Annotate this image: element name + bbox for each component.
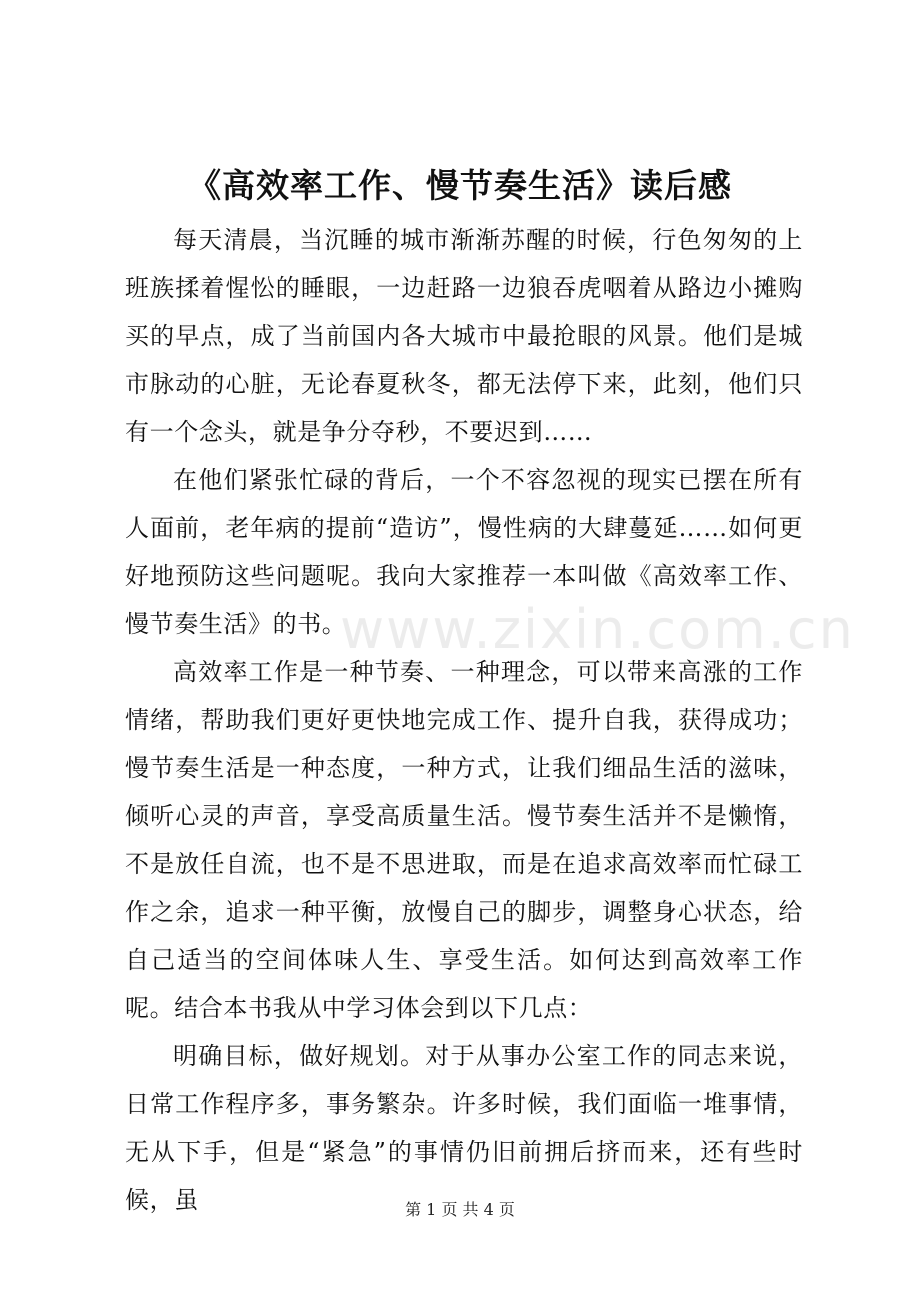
- document-body: [125, 216, 803, 1224]
- paragraph-3: 高效率工作是一种节奏、一种理念，可以带来高涨的工作情绪，帮助我们更好更快地完成工作、提升自我，获得成功；慢节奏生活是一种态度，一种方式，让我们细品生活的滋味，倾听心灵的声音，享受高质量生活。慢节奏生活并不是懒惰，不是放任自流，也不是不思进取，而是在追求高效率而忙碌工作之余，追求一种平衡，放慢自己的脚步，调整身心状态，给自己适当的空间体味人生、享受生活。如何达到高效率工作呢。结合本书我从中学习体会到以下几点：: [125, 658, 803, 1022]
- watermark: www.zixin.com.cn: [340, 598, 855, 661]
- paragraph-1: 每天清晨，当沉睡的城市渐渐苏醒的时候，行色匆匆的上班族揉着惺忪的睡眼，一边赶路一边狼吞虎咽着从路边小摊购买的早点，成了当前国内各大城市中最抢眼的风景。他们是城市脉动的心脏，无论春夏秋冬，都无法停下来，此刻，他们只有一个念头，就是争分夺秒，不要迟到……: [125, 226, 803, 446]
- document-title: 《高效率工作、慢节奏生活》读后感: [188, 166, 732, 205]
- page-footer: 第 1 页 共 4 页: [405, 1200, 515, 1219]
- paragraph-4: 明确目标，做好规划。对于从事办公室工作的同志来说，日常工作程序多，事务繁杂。许多时候，我们面临一堆事情，无从下手，但是“紧急”的事情仍旧前拥后挤而来，还有些时候，虽: [125, 1042, 803, 1214]
- paragraph-2: 在他们紧张忙碌的背后，一个不容忽视的现实已摆在所有人面前，老年病的提前“造访”，慢性病的大肆蔓延……如何更好地预防这些问题呢。我向大家推荐一本叫做《高效率工作、慢节奏生活》的书。: [125, 466, 803, 638]
